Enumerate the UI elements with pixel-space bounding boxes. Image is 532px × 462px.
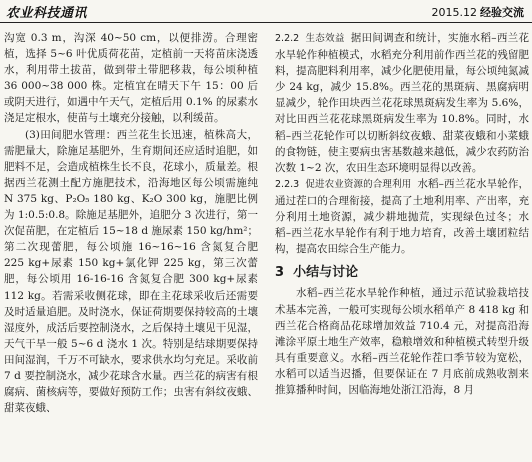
section-2-2-3 [275,176,529,257]
page-header [0,0,532,23]
section-name: 经验交流 [480,6,524,19]
paragraph-fertilizer-water: (3)田间肥水管理：西兰花生长迅速，植株高大，需肥量大，除施足基肥外，生育期间还应适时追肥，如肥料不足，会造成植株生长不良，花球小，质量差。根据西兰花测土配方施肥技术，沿海地区每公顷需施纯 N 375 kg、P₂O₅ 180 kg、K₂O 300 kg，施肥比例为 1:0.5:0.8。除施足基肥外，追肥分 3 次进行，第一次促苗肥，在定植后 15~18 d 施尿素 150 kg/hm²；第二次现蕾肥，每公顷施 16~16~16 含氮复合肥 225 kg+尿素 150 kg+氯化钾 225 kg，第三次蕾肥，每公顷用 16-16-16 含氮复合肥 300 kg+尿素 112 kg。若需采收侧花球，即在主花球采收后还需要及时适量追肥。及时浇水，保证荷期要保持较高的土壤湿度外，成活后要控制浇水，之后保持土壤见干见湿，天气干旱一般 5~6 d 浇水 1 次。特别是结球期要保持田间湿润，千万不可缺水，要求供水均匀充足。采收前 7 d 要控制浇水，减少花球含水量。西兰花的病害有根腐病、菌核病等，要做好预防工作；虫害有斜纹夜蛾、甜菜夜蛾、 [4,128,258,415]
section-text: 水稻–西兰花水旱轮作，通过茬口的合理衔接，提高了土地利用率、产出率，充分利用土地资源，减少耕地抛荒，实现绿色过冬；水稻–西兰花水旱轮作有利于地力培育，改善土壤团粒结构，提高农田综合生产能力。 [275,177,529,256]
paragraph-planting: 沟宽 0.3 m，沟深 40~50 cm，以便排涝。合理密植，选择 5~6 叶优质荷花苗，定植前一天将苗床浇透水，利用带土拔苗，做到带土带肥移栽，每公顷种植 36 000~38 000 株。定植宜在晴天下午 15：00 后或阴天进行，如遇中午天气，定植后用 0.1% 的尿素水浇足定根水，使苗与土壤充分接触，以利缓苗。 [4,32,258,125]
section-number: 2.2.3 [275,178,300,190]
journal-title: 农业科技通讯 [6,6,88,21]
section-2-2-2 [275,30,529,176]
left-column [4,30,258,416]
section-text: 据田间调查和统计，实施水稻–西兰花水旱轮作种植模式，水稻充分利用前作西兰花的残留肥料，提高肥料利用率，减少化肥使用量，每公顷纯氮减少 24 kg，减少 15.8%。西兰花的黑斑病、黑腐病明显减少，轮作田块西兰花花球黑斑病发生率为 5.6%，对比田西兰花花球黑斑病发生率为 10.8%。同时，水稻–西兰花轮作可以切断斜纹夜蛾、甜菜夜蛾和小菜蛾的食物链，使主要病虫害基数越来越低，减少农药防治次数 1~2 次，农田生态环境明显得以改善。 [275,32,529,174]
right-column [275,30,529,398]
issue-info [432,4,525,20]
issue-date: 2015.12 [431,6,477,19]
section-3-text: 水稻–西兰花水旱轮作种植，通过示范试验栽培技术基本完善，一般可实现每公顷水稻单产 8 418 kg 和西兰花合格商品花球增加效益 710.4 元，对提高沿海滩涂平原土地生产效率，稳粮增效和种植模式转型升级具有重要意义。水稻–西兰花轮作茬口季节较为宽松，水稻可以适当迟播，但要保证在 7 月底前成熟收割来推算播种时间，因临海地处浙江沿海，8 月 [275,287,529,396]
heading-number: 3 [275,265,285,281]
section-title: 生态效益 [305,33,345,44]
heading-title: 小结与讨论 [293,265,359,281]
section-3-heading [275,265,529,281]
section-title: 促进农业资源的合理利用 [305,178,412,190]
section-number: 2.2.2 [275,33,300,44]
